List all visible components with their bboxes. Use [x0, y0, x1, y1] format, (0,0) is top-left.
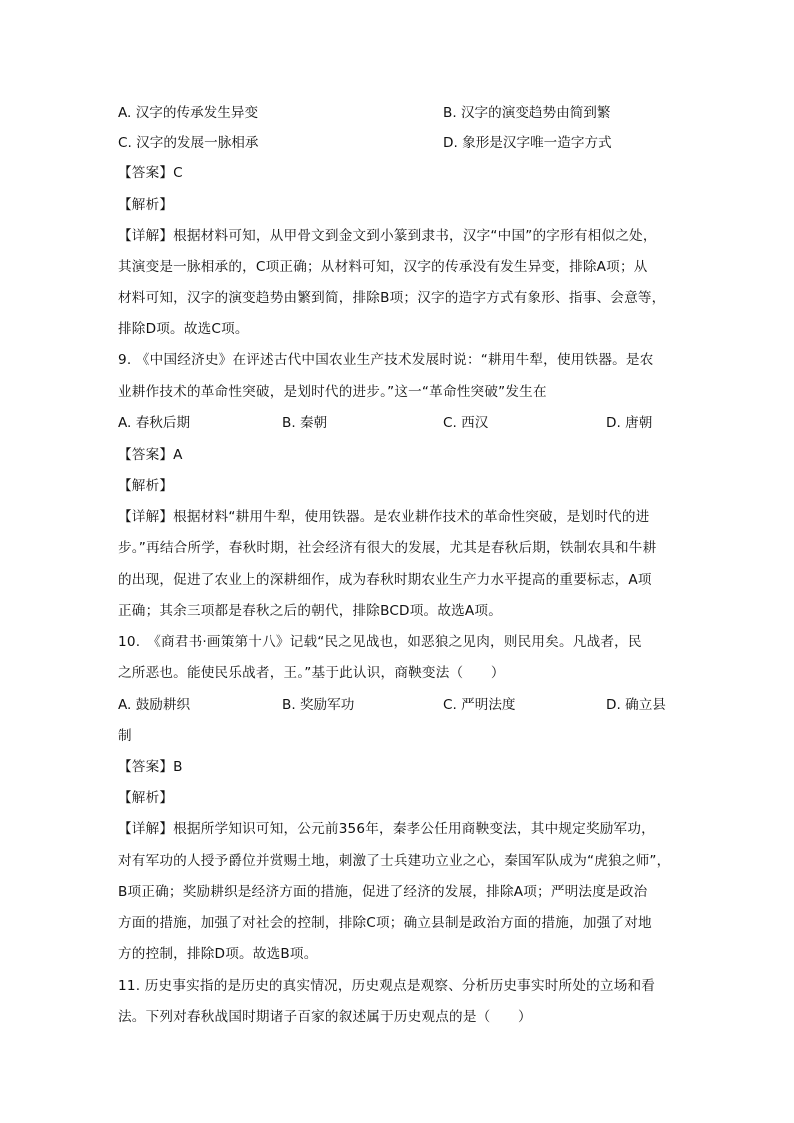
q10-answer: 【答案】B — [118, 759, 183, 775]
q8-detail-line: 排除D项。故选C项。 — [118, 321, 249, 337]
q8-option-a: A. 汉字的传承发生异变 — [118, 105, 259, 121]
q9-stem-line: 业耕作技术的革命性突破，是划时代的进步。”这一“革命性突破”发生在 — [118, 384, 547, 400]
q9-detail-line: 的出现，促进了农业上的深耕细作，成为春秋时期农业生产力水平提高的重要标志，A项 — [118, 572, 652, 588]
q8-detail-line: 其演变是一脉相承的，C项正确；从材料可知，汉字的传承没有发生异变，排除A项；从 — [118, 259, 648, 275]
q8-analysis-label: 【解析】 — [118, 197, 174, 213]
q9-analysis-label: 【解析】 — [118, 478, 174, 494]
q8-detail-line: 材料可知，汉字的演变趋势由繁到简，排除B项；汉字的造字方式有象形、指事、会意等， — [118, 290, 666, 306]
q10-option-c: C. 严明法度 — [443, 697, 516, 713]
q11-stem-line: 11. 历史事实指的是历史的真实情况，历史观点是观察、分析历史事实时所处的立场和看 — [118, 978, 656, 994]
q9-detail-line: 步。”再结合所学，春秋时期，社会经济有很大的发展，尤其是春秋后期，铁制农具和牛耕 — [118, 540, 657, 556]
q10-option-d: D. 确立县 — [606, 697, 666, 713]
q8-answer: 【答案】C — [118, 165, 183, 181]
q10-detail-line: 方面的措施，加强了对社会的控制，排除C项；确立县制是政治方面的措施，加强了对地 — [118, 915, 652, 931]
q8-option-b: B. 汉字的演变趋势由简到繁 — [443, 105, 611, 121]
q10-stem-line: 之所恶也。能使民乐战者，王。”基于此认识，商鞅变法（ ） — [118, 665, 505, 681]
q9-option-a: A. 春秋后期 — [118, 415, 191, 431]
q10-stem-line: 10. 《商君书·画策第十八》记载“民之见战也，如恶狼之见肉，则民用矣。凡战者，民 — [118, 634, 642, 650]
q10-detail-line: 方的控制，排除D项。故选B项。 — [118, 946, 318, 962]
q9-detail-line: 【详解】根据材料“耕用牛犁，使用铁器。是农业耕作技术的革命性突破，是划时代的进 — [118, 509, 650, 525]
q9-answer: 【答案】A — [118, 447, 183, 463]
q10-option-a: A. 鼓励耕织 — [118, 697, 191, 713]
q8-option-c: C. 汉字的发展一脉相承 — [118, 135, 259, 151]
q10-detail-line: 【详解】根据所学知识可知，公元前356年，秦孝公任用商鞅变法，其中规定奖励军功， — [118, 821, 655, 837]
q10-option-d-wrap: 制 — [118, 728, 132, 744]
q10-analysis-label: 【解析】 — [118, 790, 174, 806]
q9-detail-line: 正确；其余三项都是春秋之后的朝代，排除BCD项。故选A项。 — [118, 603, 502, 619]
q10-option-b: B. 奖励军功 — [282, 697, 355, 713]
q8-option-d: D. 象形是汉字唯一造字方式 — [443, 135, 612, 151]
q10-detail-line: 对有军功的人授予爵位并赏赐土地，刺激了士兵建功立业之心，秦国军队成为“虎狼之师”， — [118, 853, 671, 869]
q8-detail-line: 【详解】根据材料可知，从甲骨文到金文到小篆到隶书，汉字“中国”的字形有相似之处， — [118, 228, 657, 244]
q9-option-c: C. 西汉 — [443, 415, 489, 431]
q11-stem-line: 法。下列对春秋战国时期诸子百家的叙述属于历史观点的是（ ） — [118, 1009, 532, 1025]
q9-option-d: D. 唐朝 — [606, 415, 653, 431]
q9-stem-line: 9. 《中国经济史》在评述古代中国农业生产技术发展时说：“耕用牛犁，使用铁器。是农 — [118, 352, 654, 368]
q10-detail-line: B项正确；奖励耕织是经济方面的措施，促进了经济的发展，排除A项；严明法度是政治 — [118, 884, 648, 900]
q9-option-b: B. 秦朝 — [282, 415, 328, 431]
